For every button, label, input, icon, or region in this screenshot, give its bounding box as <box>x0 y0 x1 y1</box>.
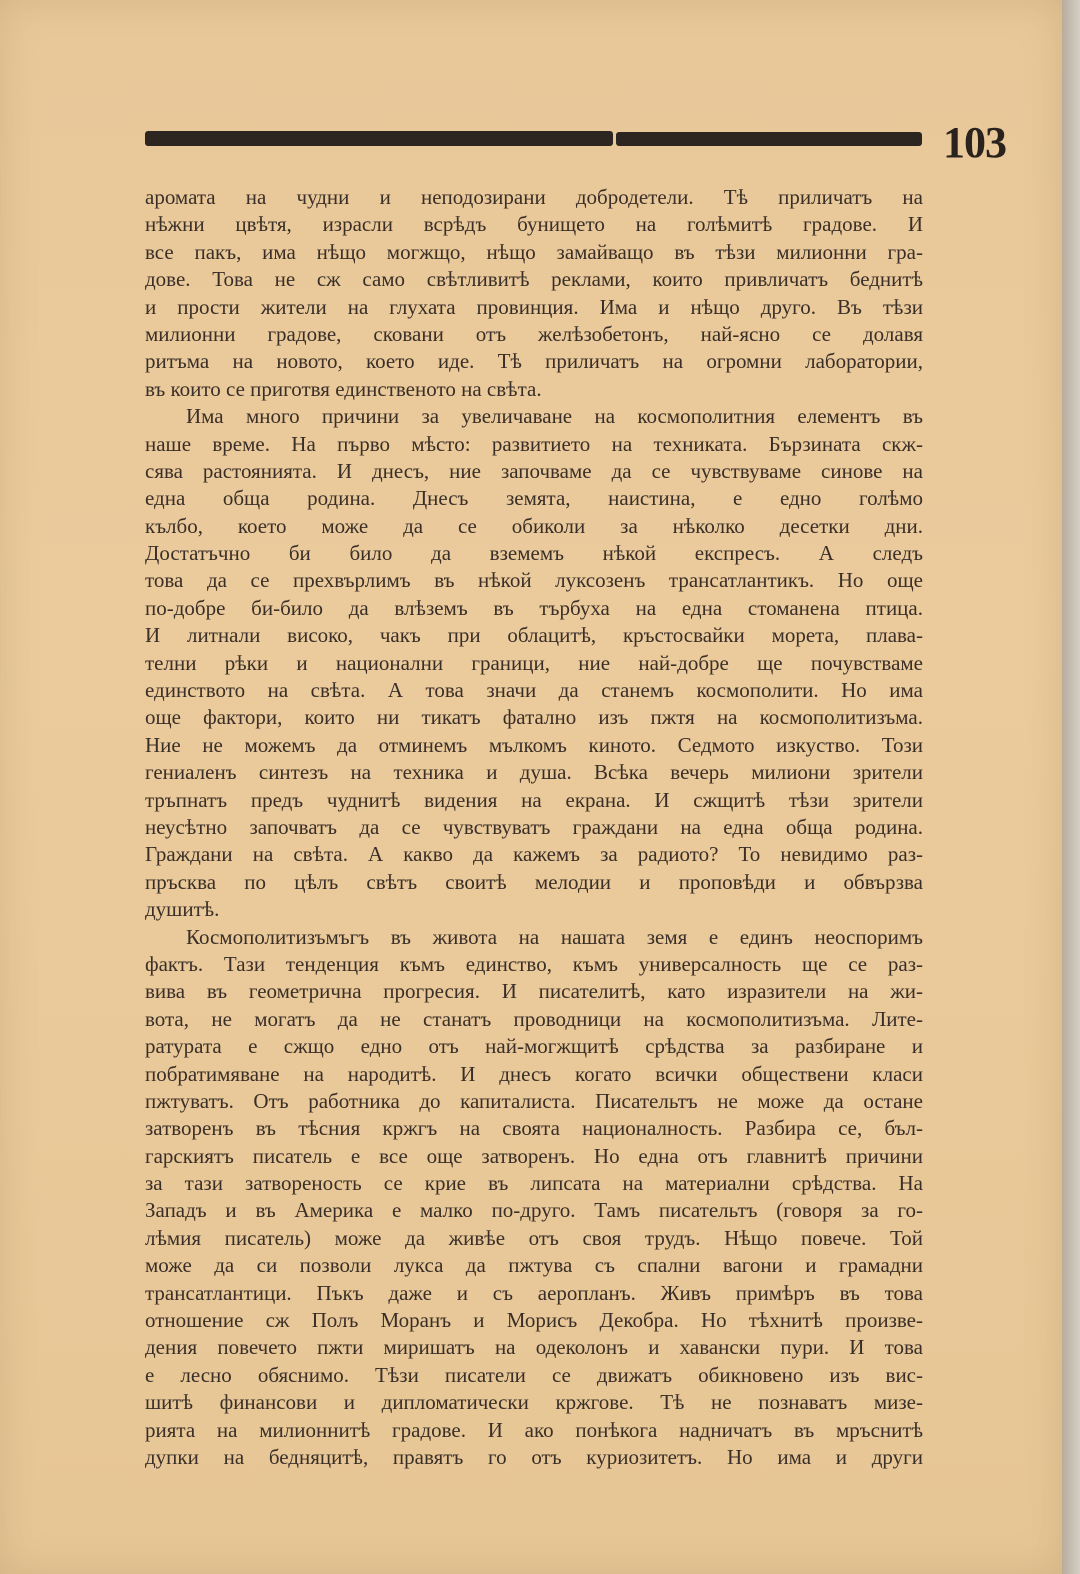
text-line: по-добре би-било да влѣземъ въ търбуха на една стоманена птица. <box>145 595 923 620</box>
text-line: дове. Това не сж само свѣтливитѣ реклами, които привличатъ беднитѣ <box>145 267 923 292</box>
text-line: шитѣ финансови и дипломатически кржгове. Тѣ не познаватъ мизе- <box>145 1390 923 1415</box>
text-line: тръпнатъ предъ чуднитѣ видения на екрана. И сжщитѣ тѣзи зрители <box>145 787 923 812</box>
paragraph <box>145 924 923 1472</box>
text-line: нѣжни цвѣтя, израсли всрѣдъ бунището на голѣмитѣ градове. И <box>145 212 923 237</box>
text-line: все пакъ, има нѣщо могжщо, нѣщо замайващо въ тѣзи милионни гра- <box>145 239 923 264</box>
text-line: Граждани на свѣта. А какво да кажемъ за радиото? То невидимо раз- <box>145 842 923 867</box>
text-line: сява растоянията. И днесъ, ние започваме да се чувствуваме синове на <box>145 458 923 483</box>
text-line: Има много причини за увеличаване на космополитния елементъ въ <box>186 404 923 429</box>
text-line: вота, не могатъ да не станатъ проводници на космополитизъма. Лите- <box>145 1006 923 1031</box>
text-line: гарскиятъ писатель е все още затворенъ. Но една отъ главнитѣ причини <box>145 1143 923 1168</box>
text-line: Достатъчно би било да вземемъ нѣкой експресъ. А следъ <box>145 541 923 566</box>
text-line: фактъ. Тази тенденция къмъ единство, къмъ универсалность ще се раз- <box>145 951 923 976</box>
text-line: Западъ и въ Америка е малко по-друго. Тамъ писательтъ (говоря за го- <box>145 1198 923 1223</box>
text-line: единството на свѣта. А това значи да станемъ космополити. Но има <box>145 678 923 703</box>
text-line: една обща родина. Днесъ земята, наистина, е едно голѣмо <box>145 486 923 511</box>
paragraph <box>145 403 923 923</box>
text-line: ритъма на новото, което иде. Тѣ приличатъ на огромни лаборатории, <box>145 349 923 374</box>
text-line: Космополитизъмъгъ въ живота на нашата земя е единъ неоспоримъ <box>186 924 923 949</box>
text-line: душитѣ. <box>145 897 220 922</box>
page-number: 103 <box>943 118 1006 167</box>
text-line: лѣмия писатель) може да живѣе отъ своя трудъ. Нѣщо повече. Той <box>145 1225 923 1250</box>
header-rule-right <box>616 132 922 146</box>
scan-edge <box>1062 0 1080 1574</box>
text-line: наше време. На първо мѣсто: развитието на техниката. Бързината скж- <box>145 431 923 456</box>
text-line: пръсква по цѣлъ свѣтъ своитѣ мелодии и проповѣди и обвързва <box>145 869 923 894</box>
text-line: ратурата е сжщо едно отъ най-могжщитѣ срѣдства за разбиране и <box>145 1034 923 1059</box>
text-line: за тази затвореность се крие въ липсата на материални срѣдства. На <box>145 1171 923 1196</box>
text-line: рията на милионнитѣ градове. И ако понѣкога надничатъ въ мръснитѣ <box>145 1417 923 1442</box>
text-line: гениаленъ синтезъ на техника и душа. Всѣка вечерь милиони зрители <box>145 760 923 785</box>
body-text <box>145 184 923 1471</box>
text-line: това да се прехвърлимъ въ нѣкой луксозенъ трансатлантикъ. Но още <box>145 568 923 593</box>
text-line: въ които се приготвя единственото на свѣта. <box>145 376 542 401</box>
text-line: още фактори, които ни тикатъ фатално изъ пжтя на космополитизъма. <box>145 705 923 730</box>
text-line: е лесно обяснимо. Тѣзи писатели се движатъ обикновено изъ вис- <box>145 1362 923 1387</box>
text-line: Ние не можемъ да отминемъ мълкомъ киното. Седмото изкуство. Този <box>145 732 923 757</box>
text-line: отношение сж Полъ Моранъ и Морисъ Декобра. Но тѣхнитѣ произве- <box>145 1308 923 1333</box>
text-line: пжтуватъ. Отъ работника до капиталиста. Писательтъ не може да остане <box>145 1088 923 1113</box>
text-line: телни рѣки и национални граници, ние най-добре ще почувстваме <box>145 650 923 675</box>
text-line: дения повечето пжти миришатъ на одеколонъ и хавански пури. И това <box>145 1335 923 1360</box>
header-rule-left <box>145 131 613 146</box>
text-line: затворенъ въ тѣсния кржгъ на своята националность. Разбира се, бъл- <box>145 1116 923 1141</box>
text-line: И литнали високо, чакъ при облацитѣ, кръстосвайки морета, плава- <box>145 623 923 648</box>
text-line: вива въ геометрична прогресия. И писателитѣ, като изразители на жи- <box>145 979 923 1004</box>
text-line: неусѣтно започватъ да се чувствуватъ граждани на една обща родина. <box>145 814 923 839</box>
text-line: кълбо, което може да се обиколи за нѣколко десетки дни. <box>145 513 923 538</box>
text-line: дупки на бедняцитѣ, правятъ го отъ куриозитетъ. Но има и други <box>145 1444 923 1469</box>
text-line: милионни градове, сковани отъ желѣзобетонъ, най-ясно се долавя <box>145 321 923 346</box>
text-line: аромата на чудни и неподозирани добродетели. Тѣ приличатъ на <box>145 185 923 209</box>
text-line: може да си позволи лукса да пжтува съ спални вагони и грамадни <box>145 1253 923 1278</box>
text-line: и прости жители на глухата провинция. Има и нѣщо друго. Въ тѣзи <box>145 294 923 319</box>
text-line: побратимяване на народитѣ. И днесъ когато всички обществени класи <box>145 1061 923 1086</box>
paragraph <box>145 184 923 403</box>
text-line: трансатлантици. Пъкъ даже и съ аеропланъ. Живъ примѣръ въ това <box>145 1280 923 1305</box>
